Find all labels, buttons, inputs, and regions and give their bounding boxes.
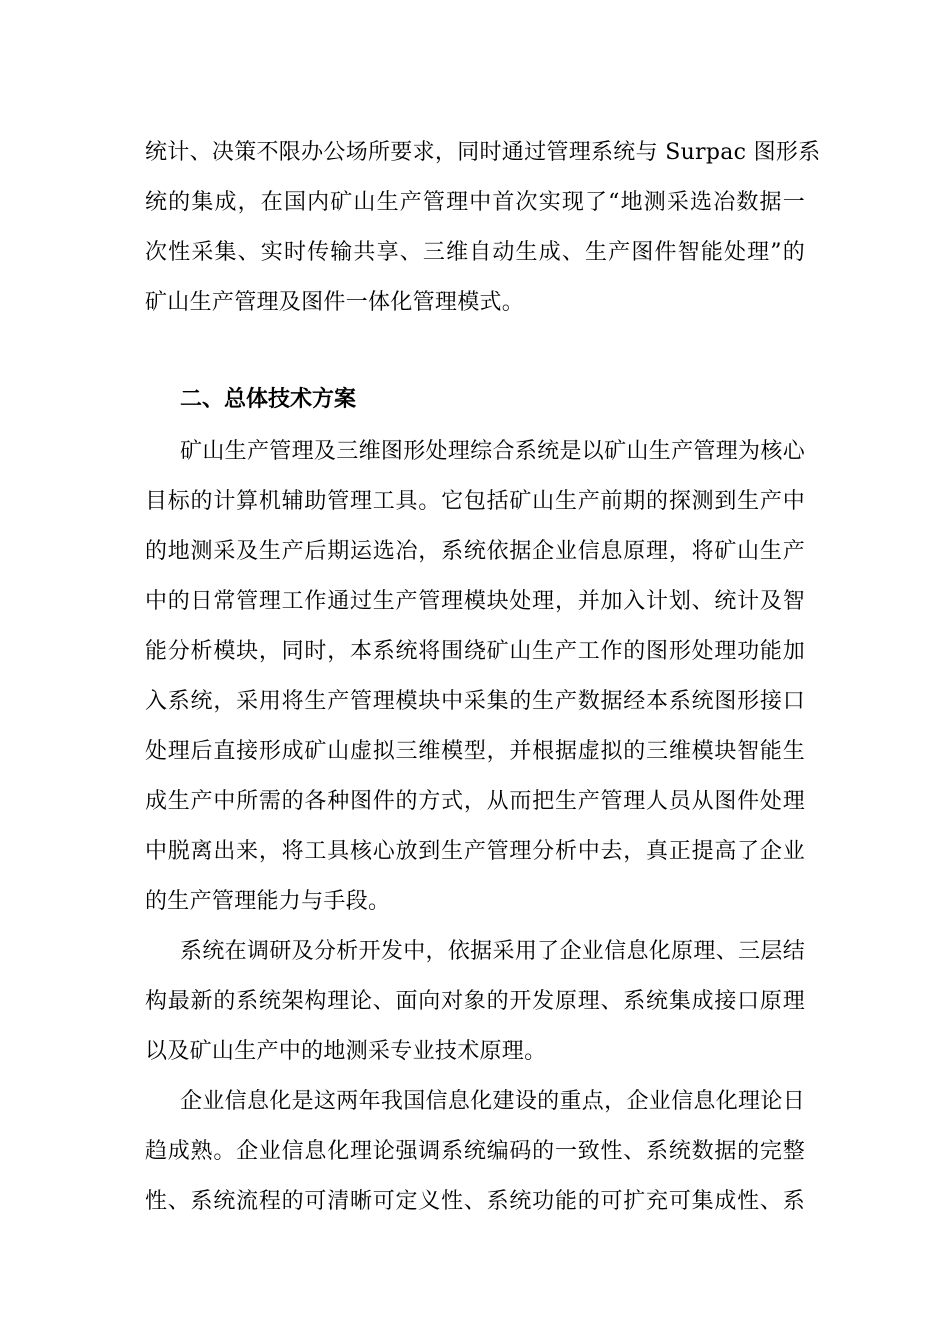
- text-line: 中脱离出来，将工具核心放到生产管理分析中去，真正提高了企业: [145, 839, 805, 864]
- text-line: 构最新的系统架构理论、面向对象的开发原理、系统集成接口原理: [145, 989, 805, 1014]
- text-line: 矿山生产管理及图件一体化管理模式。: [145, 290, 525, 315]
- text-line: 成生产中所需的各种图件的方式，从而把生产管理人员从图件处理: [145, 789, 805, 814]
- text-line: 的地测采及生产后期运选冶，系统依据企业信息原理，将矿山生产: [145, 539, 805, 564]
- text-line: 的生产管理能力与手段。: [145, 889, 391, 914]
- text-line: 次性采集、实时传输共享、三维自动生成、生产图件智能处理”的: [145, 240, 805, 265]
- text-line: 性、系统流程的可清晰可定义性、系统功能的可扩充可集成性、系: [145, 1189, 805, 1214]
- text-line: 中的日常管理工作通过生产管理模块处理，并加入计划、统计及智: [145, 589, 805, 614]
- text-line: 入系统，采用将生产管理模块中采集的生产数据经本系统图形接口: [145, 689, 805, 714]
- text-line: 能分析模块，同时，本系统将围绕矿山生产工作的图形处理功能加: [145, 639, 805, 664]
- text-line: 处理后直接形成矿山虚拟三维模型，并根据虚拟的三维模块智能生: [145, 739, 805, 764]
- section-heading: 二、总体技术方案: [180, 387, 357, 412]
- text-line: 统的集成，在国内矿山生产管理中首次实现了“地测采选冶数据一: [145, 190, 805, 215]
- text-line: 统计、决策不限办公场所要求，同时通过管理系统与 Surpac 图形系: [145, 140, 821, 165]
- text-line: 目标的计算机辅助管理工具。它包括矿山生产前期的探测到生产中: [145, 489, 805, 514]
- text-line: 以及矿山生产中的地测采专业技术原理。: [145, 1039, 547, 1064]
- text-line: 企业信息化是这两年我国信息化建设的重点，企业信息化理论日: [180, 1089, 805, 1114]
- text-line: 矿山生产管理及三维图形处理综合系统是以矿山生产管理为核心: [180, 439, 805, 464]
- text-line: 趋成熟。企业信息化理论强调系统编码的一致性、系统数据的完整: [145, 1139, 805, 1164]
- text-line: 系统在调研及分析开发中，依据采用了企业信息化原理、三层结: [180, 939, 805, 964]
